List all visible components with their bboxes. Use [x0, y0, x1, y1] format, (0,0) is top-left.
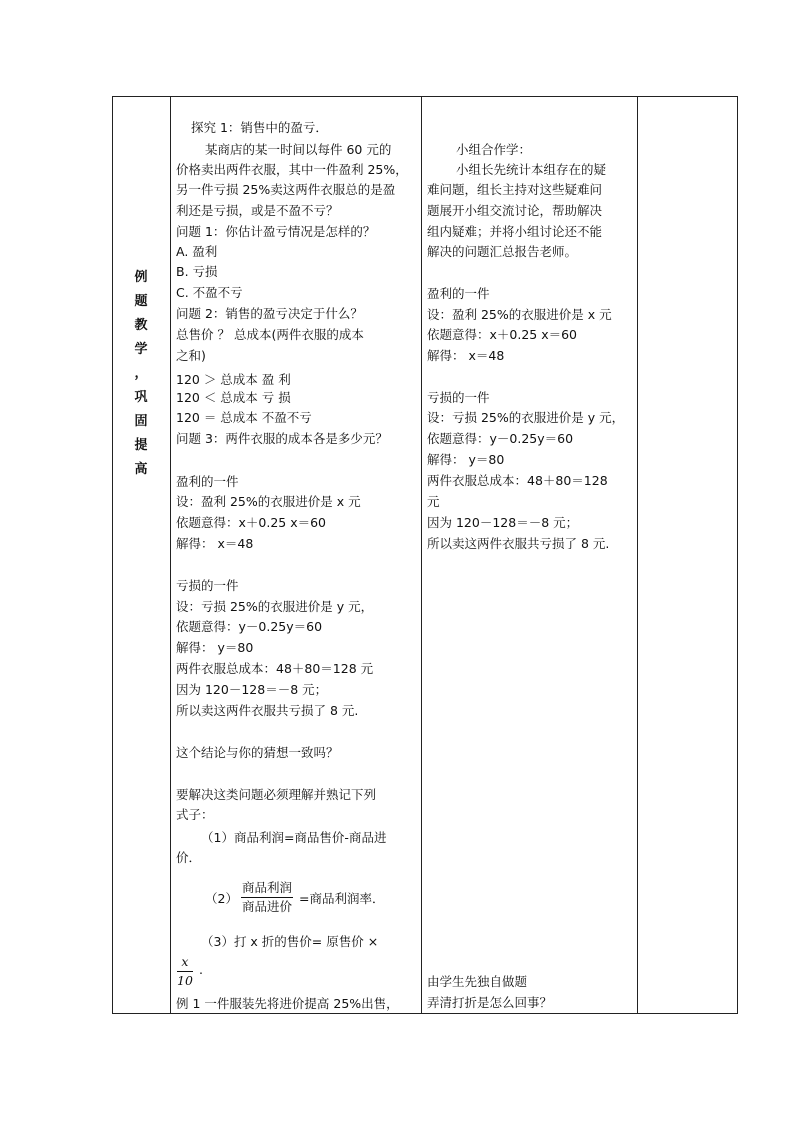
solution-text: 所以卖这两件衣服共亏损了 8 元. — [427, 536, 610, 551]
profit-rate-fraction — [241, 879, 293, 916]
problem-text: 另一件亏损 25%卖这两件衣服总的是盈 — [176, 182, 396, 197]
section-label-char: 题 — [134, 294, 148, 309]
section-label-char: 巩 — [134, 390, 148, 405]
group-work-text: 题展开小组交流讨论，帮助解决 — [427, 203, 603, 218]
group-work-text: 小组长先统计本组存在的疑 — [456, 162, 607, 177]
group-work-text: 组内疑难；并将小组讨论还不能 — [427, 224, 603, 239]
section-label-char: 固 — [134, 414, 148, 429]
group-work-text: 难问题，组长主持对这些疑难问 — [427, 182, 603, 197]
option-b: B. 亏损 — [176, 264, 218, 279]
formula-intro: 式子： — [176, 807, 214, 822]
example-1: 例 1 一件服装先将进价提高 25%出售， — [176, 996, 399, 1011]
formula-1: 价． — [176, 850, 202, 865]
solution-text: 解得： y＝80 — [427, 452, 505, 467]
notes-cell — [638, 97, 738, 1014]
section-label — [112, 266, 170, 482]
solution-text: 依题意得：y－0.25y＝60 — [427, 431, 574, 446]
solution-text: 依题意得：x＋0.25 x＝60 — [176, 515, 327, 530]
section-label-char: 教 — [134, 318, 148, 333]
independent-work-text: 弄清打折是怎么回事？ — [427, 995, 553, 1010]
section-label-char: 例 — [134, 270, 148, 285]
section-label-char: ， — [134, 366, 148, 381]
fraction-denominator: 商品进价 — [242, 899, 293, 914]
solution-text: 元 — [427, 494, 440, 509]
fraction-numerator: 商品利润 — [241, 879, 293, 898]
solution-text: 依题意得：x＋0.25 x＝60 — [427, 327, 578, 342]
formula-1: （1）商品利润=商品售价-商品进 — [201, 830, 387, 845]
comparison-row: 120 ＜ 总成本 亏 损 — [176, 390, 291, 405]
problem-text: 利还是亏损，或是不盈不亏？ — [176, 203, 339, 218]
section-label-char: 高 — [134, 462, 148, 477]
formula-3-suffix: . — [199, 962, 203, 977]
solution-heading: 盈利的一件 — [427, 286, 490, 301]
option-c: C. 不盈不亏 — [176, 285, 243, 300]
solution-heading: 亏损的一件 — [176, 578, 239, 593]
fraction-denominator: 10 — [177, 973, 193, 988]
solution-text: 设：盈利 25%的衣服进价是 x 元 — [427, 307, 612, 322]
question-3: 问题 3：两件衣服的成本各是多少元？ — [176, 431, 388, 446]
solution-text: 两件衣服总成本：48＋80＝128 元 — [176, 661, 374, 676]
solution-heading: 盈利的一件 — [176, 474, 239, 489]
formula-2-suffix: =商品利润率． — [299, 891, 385, 906]
table-row — [113, 97, 738, 1014]
solution-text: 解得： x＝48 — [427, 348, 505, 363]
section-label-char: 学 — [134, 342, 148, 357]
discount-fraction — [177, 953, 193, 990]
solution-text: 所以卖这两件衣服共亏损了 8 元. — [176, 703, 359, 718]
solution-text: 解得： x＝48 — [176, 536, 254, 551]
question-1: 问题 1：你估计盈亏情况是怎样的？ — [176, 224, 376, 239]
student-activity-cell — [422, 97, 638, 1014]
teaching-content-cell — [171, 97, 422, 1014]
lesson-table — [112, 96, 738, 1014]
solution-heading: 亏损的一件 — [427, 390, 490, 405]
problem-text: 某商店的某一时间以每件 60 元的 — [205, 142, 392, 157]
independent-work-text: 由学生先独自做题 — [427, 974, 528, 989]
solution-text: 依题意得：y－0.25y＝60 — [176, 619, 323, 634]
group-work-text: 解决的问题汇总报告老师。 — [427, 244, 578, 259]
solution-text: 解得： y＝80 — [176, 640, 254, 655]
problem-text: 价格卖出两件衣服，其中一件盈利 25%， — [176, 162, 408, 177]
solution-text: 因为 120－128＝－8 元； — [427, 515, 579, 530]
fraction-numerator: x — [177, 953, 193, 972]
comparison-row: 120 ＞ 总成本 盈 利 — [176, 372, 291, 387]
comparison-text: 之和) — [176, 348, 206, 363]
label-cell — [113, 97, 171, 1014]
comparison-row: 120 ＝ 总成本 不盈不亏 — [176, 410, 312, 425]
option-a: A. 盈利 — [176, 244, 218, 259]
section-label-char: 提 — [134, 438, 148, 453]
question-2: 问题 2：销售的盈亏决定于什么？ — [176, 306, 363, 321]
formula-3: （3）打 x 折的售价= 原售价 × — [201, 934, 379, 949]
solution-text: 设：盈利 25%的衣服进价是 x 元 — [176, 494, 361, 509]
solution-text: 两件衣服总成本：48＋80＝128 — [427, 473, 608, 488]
comparison-text: 总售价 ？ 总成本(两件衣服的成本 — [176, 327, 364, 342]
solution-text: 设：亏损 25%的衣服进价是 y 元， — [427, 410, 625, 425]
formula-2-prefix: （2） — [205, 891, 238, 906]
formula-intro: 要解决这类问题必须理解并熟记下列 — [176, 787, 377, 802]
solution-text: 设：亏损 25%的衣服进价是 y 元， — [176, 599, 374, 614]
reflection-question: 这个结论与你的猜想一致吗？ — [176, 745, 339, 760]
group-work-title: 小组合作学： — [456, 142, 532, 157]
explore-title: 探究 1：销售中的盈亏． — [191, 120, 328, 135]
solution-text: 因为 120－128＝－8 元； — [176, 682, 328, 697]
